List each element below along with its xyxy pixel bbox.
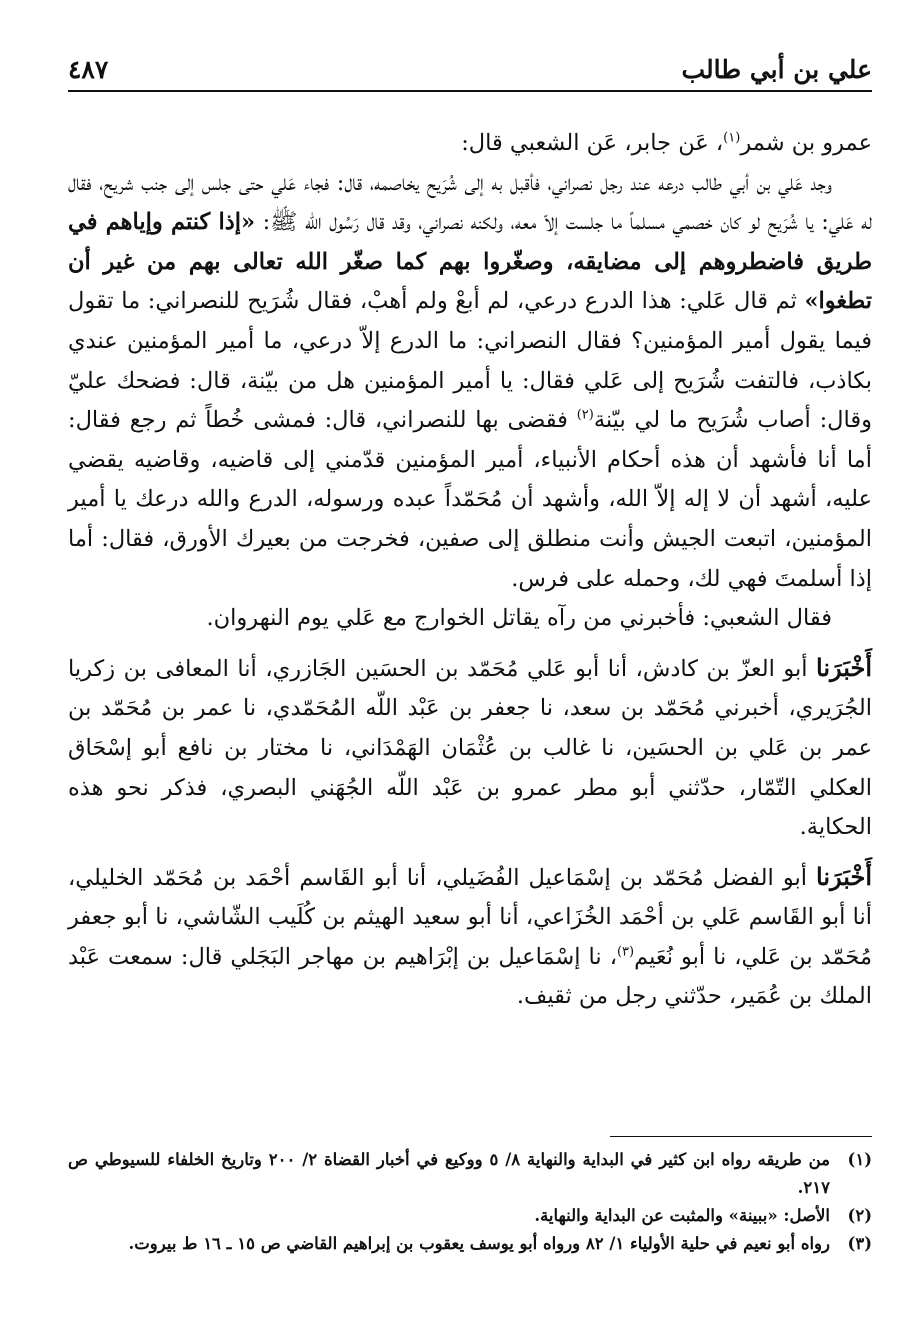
footnote-ref-1: (١)	[723, 130, 741, 146]
footnote-text: رواه أبو نعيم في حلية الأولياء ١/ ٨٢ ورواه أبو يوسف يعقوب بن إبراهيم القاضي ص ١٥ ـ ١٦ ط بيروت.	[128, 1234, 830, 1253]
text-segment: ثم قال عَلي: هذا الدرع درعي، لم أبعْ ولم أهبْ، فقال شُرَيح للنصراني: ما تقول فيما يقول أمير المؤمنين؟ فقال النصراني: ما الدرع إلاّ درعي، ما أمير المؤمنين عندي بكاذب، فالتفت شُرَيح إلى عَلي فقال: يا أمير المؤمنين هل من بيّنة، قال: فضحك عليّ وقال: أصاب شُرَيح ما لي بيّنة	[68, 288, 872, 434]
paragraph-isnad-intro	[68, 124, 872, 164]
akhbarana-keyword: أَخْبَرَنا	[816, 861, 872, 891]
footnote-ref-2: (٢)	[576, 407, 594, 423]
running-title: علي بن أبي طالب	[681, 55, 872, 84]
book-page	[68, 0, 872, 1335]
akhbarana-keyword: أَخْبَرَنا	[816, 652, 872, 682]
paragraph-isnad-2	[68, 648, 872, 848]
footnote-text: الأصل: «ببينة» والمثبت عن البداية والنهاية.	[534, 1206, 830, 1225]
page-number: ٤٨٧	[68, 55, 109, 84]
main-text	[68, 124, 872, 1017]
paragraph-shabi: فقال الشعبي: فأخبرني من رآه يقاتل الخوارج مع عَلي يوم النهروان.	[206, 605, 832, 632]
footnote-ref-3: (٣)	[616, 944, 635, 960]
footnote-divider	[610, 1136, 872, 1137]
footnote-2	[68, 1202, 872, 1230]
page-header	[68, 46, 872, 92]
text-segment: أبو الفضل مُحَمّد بن إسْمَاعيل الفُضَيلي، أنا أبو القَاسم أحْمَد بن مُحَمّد الخليلي، أنا أبو القَاسم عَلي بن أحْمَد الخُزَاعي، أنا أبو سعيد الهيثم بن كُلَيب الشّاشي، نا أبو جعفر مُحَمّد بن عَلي، نا أبو نُعَيم	[68, 864, 873, 970]
text-segment: وجد عَلي بن أبي طالب درعه عند رجل نصراني، فأقبل به إلى شُرَيح يخاصمه، قال: فجاء عَلي حتى جلس إلى جنب شريح، فقال له عَلي: يا شُرَيح لو كان خصمي مسلماً ما جلست إلاّ معه، ولكنه نصراني، وقد قال رَسُول الله ﷺ:	[68, 169, 873, 236]
footnote-mark: (٣)	[847, 1234, 872, 1253]
text-segment: عمرو بن شمر	[740, 130, 872, 156]
paragraph-story	[68, 164, 872, 600]
hadith-quote: «إذا كنتم وإياهم في طريق فاضطروهم إلى مضايقه، وصغّروا بهم كما صغّر الله تعالى بهم من غير أن تطغوا»	[68, 209, 872, 315]
footnote-mark: (١)	[847, 1150, 872, 1169]
text-segment: ، عَن جابر، عَن الشعبي قال:	[461, 130, 724, 156]
text-segment: ، نا إسْمَاعيل بن إبْرَاهيم بن مهاجر البَجَلي قال: سمعت عَبْد الملك بن عُمَير، حدّثني رجل من ثقيف.	[68, 943, 872, 1010]
footnote-3	[68, 1230, 872, 1258]
footnotes	[68, 1146, 872, 1258]
footnote-mark: (٢)	[847, 1206, 872, 1225]
text-segment: أبو العزّ بن كادش، أنا أبو عَلي مُحَمّد بن الحسَين الجَازري، أنا المعافى بن زكريا الجُرَيري، أخبرني مُحَمّد بن سعد، نا جعفر بن عَبْد اللّه المُحَمّدي، نا عمر بن مُحَمّد بن عمر بن عَلي بن الحسَين، نا غالب بن عُثْمَان الهَمْدَاني، نا مختار بن نافع أبو إسْحَاق العكلي التّمّار، حدّثني أبو مطر عمرو بن عَبْد اللّه الجُهَني البصري، فذكر نحو هذه الحكاية.	[68, 655, 872, 841]
text-segment: فقضى بها للنصراني، قال: فمشى خُطاً ثم رجع فقال: أما أنا فأشهد أن هذه أحكام الأنبياء، أمير المؤمنين قدّمني إلى قاضيه، وقاضيه يقضي عليه، أشهد أن لا إله إلاّ الله، وأشهد أن مُحَمّداً عبده ورسوله، الدرع والله درعك يا أمير المؤمنين، اتبعت الجيش وأنت منطلق إلى صفين، فخرجت من بعيرك الأورق، فقال: أما إذا أسلمتَ فهي لك، وحمله على فرس.	[68, 407, 872, 592]
footnote-1	[68, 1146, 872, 1202]
footnote-text: من طريقه رواه ابن كثير في البداية والنهاية ٨/ ٥ ووكيع في أخبار القضاة ٢/ ٢٠٠ وتاريخ الخلفاء للسيوطي ص ٢١٧.	[68, 1150, 830, 1197]
paragraph-isnad-3	[68, 857, 872, 1017]
